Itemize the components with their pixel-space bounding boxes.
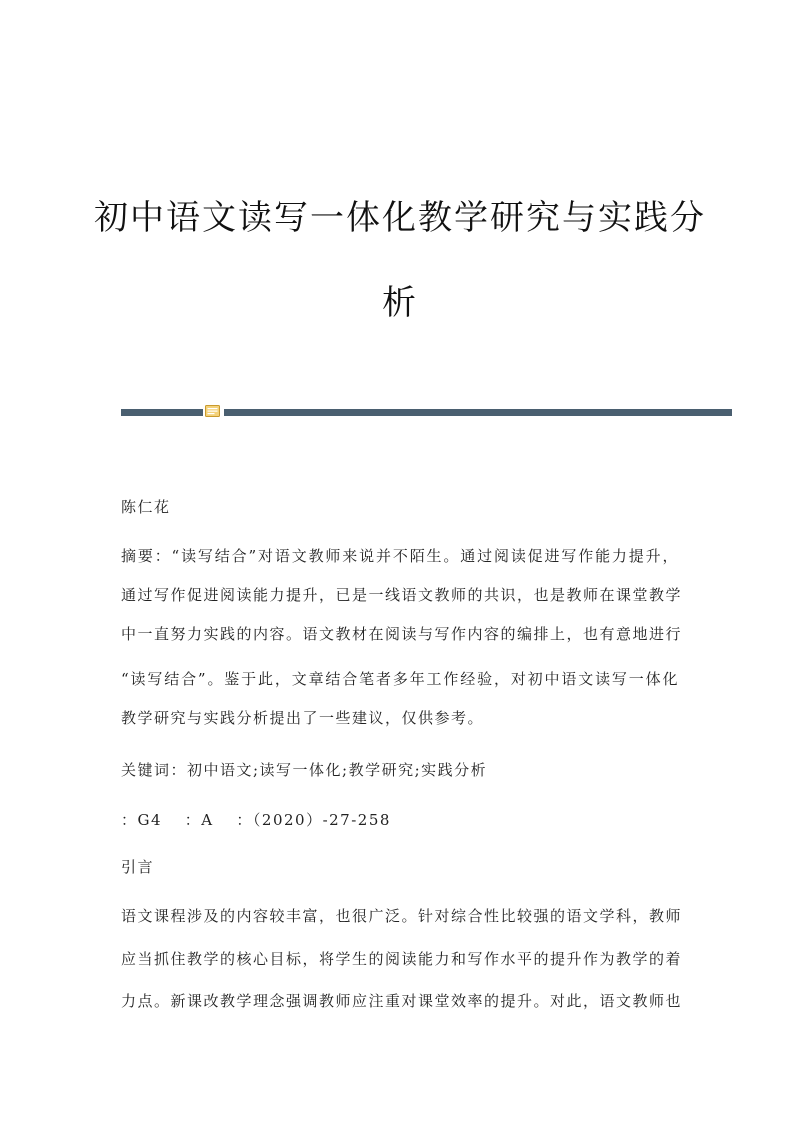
body-line: 语文课程涉及的内容较丰富，也很广泛。针对综合性比较强的语文学科，教师 xyxy=(121,907,683,925)
title-line-2: 析 xyxy=(382,283,418,323)
divider-bar-right xyxy=(224,409,732,416)
body-line: 力点。新课改教学理念强调教师应注重对课堂效率的提升。对此，语文教师也 xyxy=(121,992,683,1010)
title-line-1: 初中语文读写一体化教学研究与实践分 xyxy=(94,198,706,238)
classification-codes: ：G4 ：A ：（2020）-27-258 xyxy=(121,811,391,829)
abstract-line: 教学研究与实践分析提出了一些建议，仅供参考。 xyxy=(121,709,485,727)
document-icon xyxy=(205,405,220,417)
body-line: 应当抓住教学的核心目标，将学生的阅读能力和写作水平的提升作为教学的着 xyxy=(121,950,683,968)
author-name: 陈仁花 xyxy=(121,498,171,516)
abstract-line: 中一直努力实践的内容。语文教材在阅读与写作内容的编排上，也有意地进行 xyxy=(121,625,683,643)
keywords: 关键词：初中语文;读写一体化;教学研究;实践分析 xyxy=(121,761,488,779)
abstract-line: “读写结合”。鉴于此，文章结合笔者多年工作经验，对初中语文读写一体化 xyxy=(121,670,679,688)
divider-bar-left xyxy=(121,409,203,416)
abstract-line: 通过写作促进阅读能力提升，已是一线语文教师的共识，也是教师在课堂教学 xyxy=(121,586,683,604)
abstract-line: 摘要：“读写结合”对语文教师来说并不陌生。通过阅读促进写作能力提升， xyxy=(121,547,679,565)
section-heading-intro: 引言 xyxy=(121,858,155,876)
